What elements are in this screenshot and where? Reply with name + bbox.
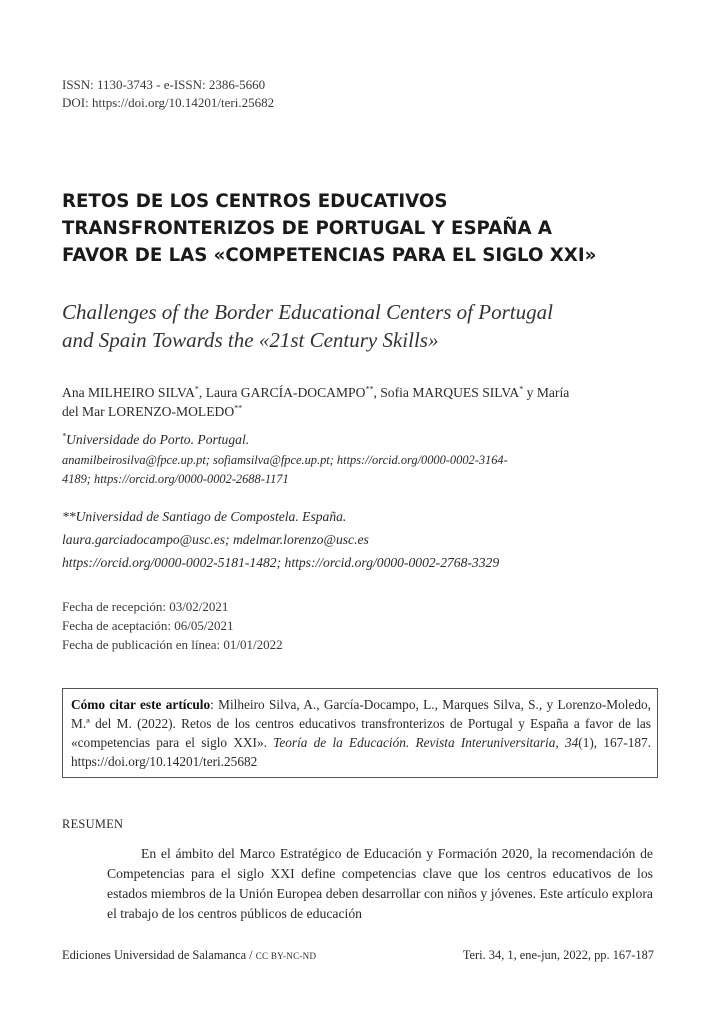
citation-text: : Milheiro Silva, A., García-Docampo, L., Marques Silva, S., y Lorenzo-Moledo, M.ª del M. (2022). Retos de los centros educativos transfronterizos de Portugal y España a favor de las «competencias para el siglo XXI». [71,697,651,750]
affiliation-marker: * [194,384,199,394]
affiliation-marker: * [62,431,66,441]
author-name: del Mar LORENZO-MOLEDO [62,404,235,419]
author-name: Sofia MARQUES SILVA [380,385,520,400]
author-name: Ana MILHEIRO SILVA [62,385,195,400]
title-line: FAVOR DE LAS «COMPETENCIAS PARA EL SIGLO XXI» [62,245,597,266]
title-line: RETOS DE LOS CENTROS EDUCATIVOS [62,191,448,212]
author-list [62,383,654,421]
issn-line: ISSN: 1130-3743 - e-ISSN: 2386-5660 [62,77,266,92]
published-date: Fecha de publicación en línea: 01/01/2022 [62,637,283,652]
affiliation-name: Universidade do Porto. Portugal. [66,432,250,447]
citation-volume: 34 [564,735,579,750]
contact-line[interactable]: laura.garciadocampo@usc.es; mdelmar.lorenzo@usc.es [62,532,369,547]
citation-box [62,688,658,778]
affiliation-marker: * [519,384,524,394]
author-separator: , [198,385,206,400]
contact-line[interactable]: https://orcid.org/0000-0002-5181-1482; https://orcid.org/0000-0002-2768-3329 [62,555,500,570]
title-line: TRANSFRONTERIZOS DE PORTUGAL Y ESPAÑA A [62,218,552,239]
affiliation-porto [62,430,654,449]
accepted-date: Fecha de aceptación: 06/05/2021 [62,618,234,633]
contact-line[interactable]: 4189; https://orcid.org/0000-0002-2688-1171 [62,472,289,486]
doi-line: DOI: https://doi.org/10.14201/teri.25682 [62,95,275,110]
received-date: Fecha de recepción: 03/02/2021 [62,599,229,614]
affiliation-santiago [62,505,654,574]
article-title [62,188,662,269]
author-separator: , [373,385,381,400]
subtitle-line: and Spain Towards the «21st Century Skills» [62,328,439,352]
citation-separator: , [555,735,565,750]
citation-text-end[interactable]: (1), 167-187. https://doi.org/10.14201/teri.25682 [71,735,651,769]
footer-pages: Teri. 34, 1, ene-jun, 2022, pp. 167-187 [462,948,654,962]
affiliation-marker: ** [234,403,243,413]
journal-header [62,76,274,112]
author-separator: y María [523,385,570,400]
abstract-heading: RESUMEN [62,817,124,831]
affiliation-porto-contacts [62,451,654,489]
publication-dates [62,597,283,654]
contact-line[interactable]: anamilbeirosilva@fpce.up.pt; sofiamsilva@fpce.up.pt; https://orcid.org/0000-0002-3164- [62,453,508,467]
publisher-name: Ediciones Universidad de Salamanca / [62,948,256,962]
citation-label: Cómo citar este artículo [71,697,211,712]
abstract-text: En el ámbito del Marco Estratégico de Educación y Formación 2020, la recomendación de Competencias para el siglo XXI define competencias clave que los centros educativos de los estados miembros de la Unión Europea deben desarrollar con niños y jóvenes. Este artículo explora el trabajo de los centros públicos de educación [107,846,653,921]
affiliation-name: **Universidad de Santiago de Compostela. España. [62,509,347,524]
footer-publisher [62,948,316,963]
article-title-english [62,298,662,354]
author-name: Laura GARCÍA-DOCAMPO [205,385,366,400]
citation-journal: Teoría de la Educación. Revista Interuniversitaria [273,735,556,750]
license-label: CC BY-NC-ND [255,951,317,961]
affiliation-marker: ** [365,384,374,394]
subtitle-line: Challenges of the Border Educational Centers of Portugal [62,300,553,324]
